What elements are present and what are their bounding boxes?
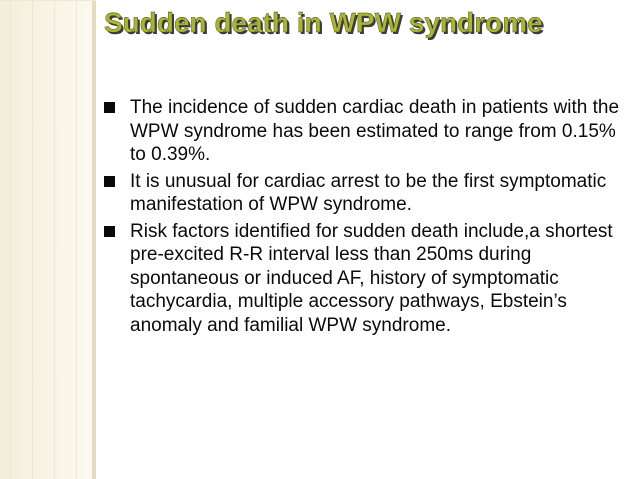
bullet-text: The incidence of sudden cardiac death in patients with the WPW syndrome has been estimated to range from 0.15% to 0.39%. <box>130 97 620 165</box>
bullet-text: It is unusual for cardiac arrest to be the first symptomatic manifestation of WPW syndrome. <box>130 170 607 215</box>
square-bullet-icon <box>104 102 115 113</box>
square-bullet-icon <box>104 176 115 187</box>
bullet-list <box>104 96 624 340</box>
slide-title: Sudden death in WPW syndrome <box>104 7 543 38</box>
bullet-item <box>104 220 624 338</box>
bullet-item <box>104 170 624 217</box>
bullet-item <box>104 96 624 167</box>
left-band-stripes <box>0 0 92 479</box>
square-bullet-icon <box>104 226 115 237</box>
bullet-text: Risk factors identified for sudden death include,a shortest pre-excited R-R interval less than 250ms during spontaneous or induced AF, history of symptomatic tachycardia, multiple accessory pathways, Ebstein’s anomaly and familial WPW syndrome. <box>130 220 613 336</box>
